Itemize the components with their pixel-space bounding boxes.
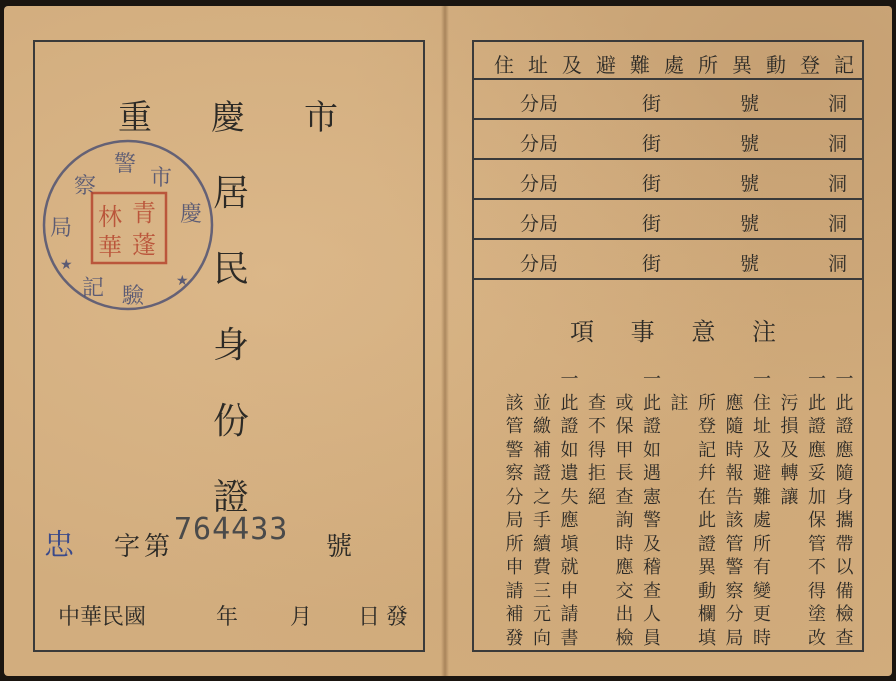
notes-char: 管 <box>505 416 524 437</box>
notes-char: 證 <box>533 463 551 484</box>
notes-char: 處 <box>753 510 771 531</box>
notes-char: 該 <box>725 510 744 531</box>
address-district: 分局 <box>520 253 559 275</box>
notes-char: 塡 <box>560 533 579 555</box>
notes-char: 長 <box>615 463 634 484</box>
notes-char: 檢 <box>835 604 854 625</box>
notes-char: 報 <box>725 463 744 484</box>
notes-char: 遇 <box>643 463 661 484</box>
notes-char: 證 <box>643 416 661 437</box>
header-char: 避 <box>596 53 616 77</box>
notes-char: 此 <box>560 392 579 414</box>
notes-char: 登 <box>698 416 716 437</box>
notes-char: 欄 <box>698 604 716 625</box>
notes-char: 註 <box>670 392 689 414</box>
header-char: 所 <box>698 53 718 77</box>
notes-char: 污 <box>780 392 799 414</box>
notes-char: 所 <box>505 533 524 555</box>
notes-char: 記 <box>698 439 716 461</box>
notes-char: 塗 <box>808 604 826 625</box>
address-alley: 洞 <box>828 173 848 195</box>
header-char: 異 <box>732 53 752 77</box>
notes-char: 損 <box>780 416 799 437</box>
notes-char: 隨 <box>725 416 744 437</box>
notes-char: 不 <box>808 557 826 578</box>
notes-char: 員 <box>643 627 661 649</box>
notes-char: 所 <box>698 392 716 414</box>
notes-char: 有 <box>753 557 771 578</box>
issue-issued: 發 <box>386 605 409 630</box>
notes-char: 申 <box>560 580 579 602</box>
notes-char: 此 <box>808 392 826 414</box>
notes-char: 請 <box>560 604 579 625</box>
notes-char: 手 <box>533 510 551 531</box>
notes-char: 此 <box>643 392 661 414</box>
notes-char: 管 <box>725 533 744 555</box>
svg-text:★: ★ <box>60 257 73 273</box>
notes-char: 證 <box>560 416 579 437</box>
notes-column <box>640 368 664 650</box>
notes-char: 時 <box>725 439 744 461</box>
address-number: 號 <box>740 173 760 195</box>
serial-mark: 忠 <box>44 528 74 563</box>
notes-char: 及 <box>753 439 771 461</box>
header-char: 處 <box>664 53 684 77</box>
svg-text:★: ★ <box>176 273 189 289</box>
serial-prefix-zi: 字 <box>114 532 141 562</box>
notes-char: 所 <box>753 533 771 555</box>
address-alley: 洞 <box>828 253 848 275</box>
notes-title-char: 注 <box>751 318 776 346</box>
notes-char: 續 <box>533 533 551 555</box>
notes-char: 證 <box>808 416 826 437</box>
address-street: 街 <box>642 213 662 235</box>
stamp-char: 驗 <box>122 284 145 309</box>
notes-column <box>613 392 637 651</box>
notes-char: 察 <box>505 463 524 484</box>
notes-char: 人 <box>643 604 661 625</box>
stamp-char: 市 <box>150 166 173 191</box>
header-char: 難 <box>630 53 650 77</box>
notes-char: 一 <box>753 369 771 390</box>
serial-number-row <box>40 512 420 562</box>
header-char: 住 <box>494 53 514 77</box>
city-char: 重 <box>118 98 152 138</box>
notes-char: 費 <box>533 557 551 578</box>
notes-char: 時 <box>753 627 771 649</box>
notes-char: 不 <box>588 416 606 437</box>
notes-char: 避 <box>753 463 771 484</box>
header-char: 址 <box>528 53 548 77</box>
notes-char: 一 <box>808 369 826 390</box>
notes-char: 詢 <box>615 510 634 531</box>
notes-char: 應 <box>835 439 854 461</box>
title-char: 居 <box>212 173 249 214</box>
notes-char: 難 <box>753 486 771 508</box>
serial-number: 764433 <box>174 512 289 547</box>
notes-title-char: 事 <box>630 318 655 346</box>
serial-suffix: 號 <box>326 532 353 562</box>
notes-char: 局 <box>505 510 524 531</box>
address-row <box>472 200 864 240</box>
address-street: 街 <box>642 253 662 275</box>
address-district: 分局 <box>520 173 559 195</box>
notes-char: 變 <box>753 580 771 602</box>
notes-char: 址 <box>753 416 771 437</box>
notes-char: 分 <box>725 604 744 625</box>
seal-char: 華 <box>98 233 122 261</box>
notes-char: 查 <box>588 392 606 414</box>
notes-char: 如 <box>560 439 579 461</box>
notes-char: 如 <box>643 439 661 461</box>
notes-char: 攜 <box>835 510 854 531</box>
notes-char: 憲 <box>643 486 661 508</box>
notes-char: 稽 <box>643 557 661 578</box>
notes-char: 向 <box>533 627 551 649</box>
notes-char: 查 <box>615 486 634 508</box>
notes-char: 交 <box>615 580 634 602</box>
notes-char: 查 <box>643 580 661 602</box>
notes-char: 身 <box>835 486 854 508</box>
notes-char: 轉 <box>780 463 799 484</box>
notes-char: 出 <box>615 604 634 625</box>
serial-prefix-di: 第 <box>144 532 171 562</box>
notes-column <box>668 392 692 416</box>
notes-char: 證 <box>698 533 716 555</box>
notes-char: 妥 <box>808 463 826 484</box>
notes-char: 此 <box>835 392 854 414</box>
seal-char: 林 <box>98 203 122 231</box>
notes-char: 局 <box>725 627 744 649</box>
notes-char: 三 <box>533 580 551 602</box>
notes-char: 檢 <box>615 627 634 649</box>
seal-char: 青 <box>132 199 156 227</box>
notes-char: 元 <box>533 604 551 625</box>
notes-char: 時 <box>615 533 634 555</box>
issue-day: 日 <box>358 605 381 630</box>
notes-char: 之 <box>533 486 551 508</box>
stamp-char: 察 <box>74 174 97 199</box>
header-char: 動 <box>766 53 786 77</box>
notes-char: 失 <box>560 486 579 508</box>
notes-char: 察 <box>725 580 744 602</box>
notes-body <box>478 368 860 648</box>
title-char: 民 <box>212 249 249 290</box>
notes-column <box>750 368 774 650</box>
notes-char: 應 <box>725 392 744 414</box>
notes-char: 備 <box>835 580 854 602</box>
notes-char: 異 <box>698 557 716 578</box>
notes-char: 得 <box>588 439 606 461</box>
stamp-char: 局 <box>50 216 73 241</box>
notes-char: 保 <box>808 510 826 531</box>
notes-column <box>585 392 609 510</box>
address-district: 分局 <box>520 213 559 235</box>
notes-column <box>503 392 527 651</box>
address-alley: 洞 <box>828 133 848 155</box>
address-number: 號 <box>740 93 760 115</box>
address-row <box>472 240 864 280</box>
address-district: 分局 <box>520 133 559 155</box>
address-alley: 洞 <box>828 213 848 235</box>
stamp-char: 慶 <box>180 202 203 227</box>
notes-char: 更 <box>753 604 771 625</box>
notes-char: 或 <box>615 392 634 414</box>
notes-char: 填 <box>698 627 716 649</box>
notes-char: 隨 <box>835 463 854 484</box>
notes-char: 應 <box>560 510 579 531</box>
notes-column <box>833 368 857 650</box>
notes-column <box>723 392 747 651</box>
issue-year: 年 <box>216 605 239 630</box>
title-char: 份 <box>212 401 249 442</box>
notes-char: 分 <box>505 486 524 508</box>
stamp-char: 記 <box>82 276 105 301</box>
notes-char: 繳 <box>533 416 551 437</box>
notes-char: 以 <box>835 557 854 578</box>
notes-char: 書 <box>560 627 579 649</box>
address-number: 號 <box>740 213 760 235</box>
notes-char: 查 <box>835 627 854 649</box>
address-district: 分局 <box>520 93 559 115</box>
issue-country: 中華民國 <box>58 605 147 630</box>
address-number: 號 <box>740 253 760 275</box>
issue-month: 月 <box>290 605 313 630</box>
address-street: 街 <box>642 173 662 195</box>
address-street: 街 <box>642 133 662 155</box>
notes-char: 得 <box>808 580 826 602</box>
notes-column <box>805 368 829 650</box>
notes-char: 警 <box>725 557 744 578</box>
notes-char: 在 <box>698 486 716 508</box>
notes-char: 並 <box>533 392 551 414</box>
notes-char: 警 <box>505 439 524 461</box>
notes-char: 動 <box>698 580 716 602</box>
address-row <box>472 160 864 200</box>
notes-char: 讓 <box>780 486 799 508</box>
notes-column <box>695 392 719 651</box>
notes-char: 該 <box>505 392 524 414</box>
stamp-char: 警 <box>114 152 137 177</box>
notes-title-char: 意 <box>691 318 716 346</box>
title-char: 證 <box>212 477 249 518</box>
notes-char: 一 <box>643 369 661 390</box>
address-change-header <box>472 40 864 80</box>
header-char: 登 <box>800 53 820 77</box>
notes-char: 請 <box>505 580 524 602</box>
notes-char: 警 <box>643 510 661 531</box>
notes-char: 帶 <box>835 533 854 555</box>
seal-char: 蓬 <box>132 231 156 259</box>
address-number: 號 <box>740 133 760 155</box>
notes-char: 發 <box>505 627 524 649</box>
notes-char: 證 <box>835 416 854 437</box>
notes-char: 幷 <box>698 463 716 484</box>
notes-char: 此 <box>698 510 716 531</box>
notes-title <box>570 312 776 347</box>
notes-char: 一 <box>835 369 854 390</box>
notes-char: 補 <box>505 604 524 625</box>
address-alley: 洞 <box>828 93 848 115</box>
address-row <box>472 80 864 120</box>
notes-char: 補 <box>533 439 551 461</box>
notes-column <box>558 368 582 650</box>
notes-char: 及 <box>643 533 661 555</box>
notes-column <box>530 392 554 651</box>
notes-char: 應 <box>615 557 634 578</box>
notes-char: 告 <box>725 486 744 508</box>
notes-char: 申 <box>505 557 524 578</box>
address-street: 街 <box>642 93 662 115</box>
notes-char: 改 <box>808 627 826 649</box>
notes-char: 及 <box>780 439 799 461</box>
notes-char: 保 <box>615 416 634 437</box>
city-char: 市 <box>304 98 338 138</box>
notes-char: 住 <box>753 392 771 414</box>
card-fold <box>441 6 449 676</box>
notes-char: 管 <box>808 533 826 555</box>
notes-char: 應 <box>808 439 826 461</box>
notes-char: 就 <box>560 557 579 578</box>
police-seal-stamp <box>38 135 218 315</box>
title-char: 身 <box>212 325 249 366</box>
notes-column <box>778 392 802 510</box>
city-char: 慶 <box>211 98 245 138</box>
notes-char: 絕 <box>588 486 606 508</box>
header-char: 記 <box>834 53 854 77</box>
header-char: 及 <box>562 53 582 77</box>
notes-char: 甲 <box>615 439 634 461</box>
address-row <box>472 120 864 160</box>
notes-char: 拒 <box>588 463 606 484</box>
notes-char: 一 <box>560 369 579 390</box>
notes-title-char: 項 <box>570 318 594 346</box>
city-name <box>118 90 338 139</box>
notes-char: 遺 <box>560 463 579 484</box>
notes-char: 加 <box>808 486 826 508</box>
